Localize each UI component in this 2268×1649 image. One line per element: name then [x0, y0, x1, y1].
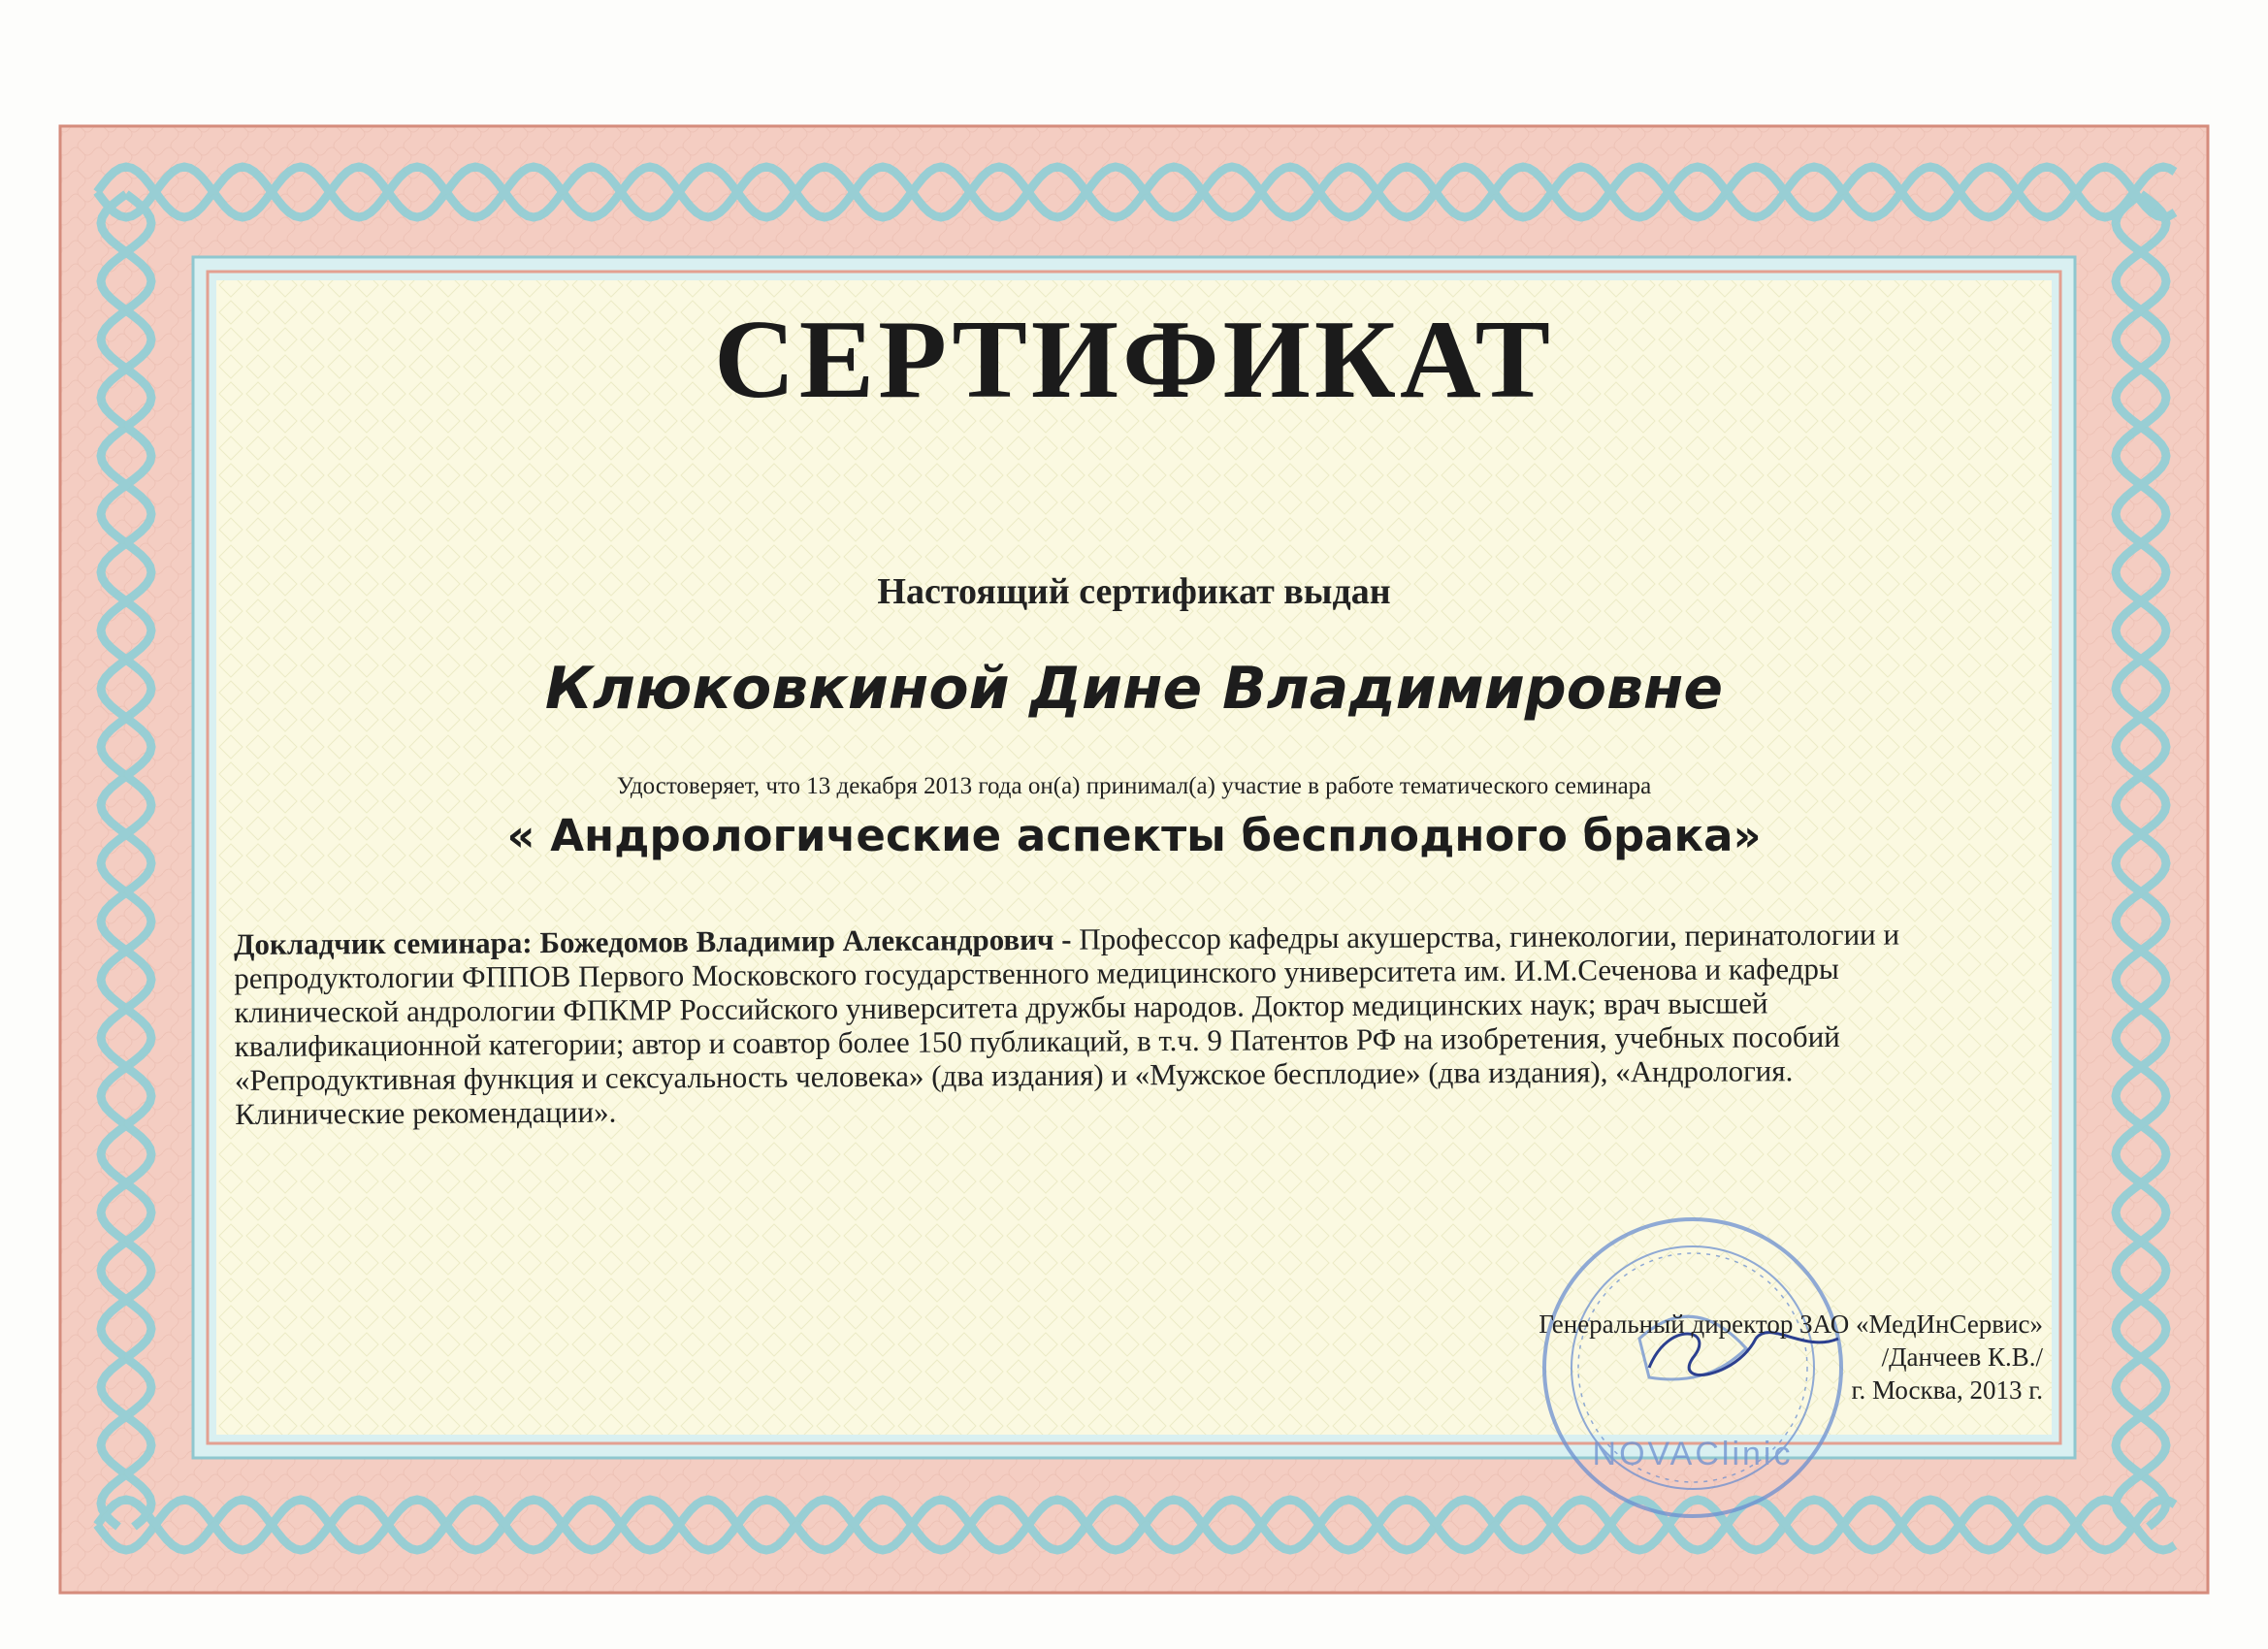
place-date: г. Москва, 2013 г. [1851, 1375, 2043, 1405]
speaker-line: репродуктологии ФППОВ Первого Московского государственного медицинского университета им. И.М.Сеченова и кафедры [234, 951, 1839, 995]
certifies-line: Удостоверяет, что 13 декабря 2013 года он(а) принимал(а) участие в работе тематического семинара [616, 773, 1652, 799]
stamp-text: NOVAClinic [1592, 1436, 1794, 1472]
seminar-title: « Андрологические аспекты бесплодного брака» [506, 810, 1762, 861]
speaker-line: Клинические рекомендации». [235, 1094, 617, 1131]
speaker-line: клинической андрологии ФПКМР Российского университета дружбы народов. Доктор медицинских наук; врач высшей [234, 986, 1768, 1029]
signer-name: /Данчеев К.В./ [1881, 1342, 2043, 1372]
signature-block [1539, 1308, 2043, 1406]
speaker-description [234, 917, 1981, 1131]
speaker-line: квалификационной категории; автор и соавтор более 150 публикаций, в т.ч. 9 Патентов РФ на изобретения, учебных пособий [234, 1018, 1840, 1063]
issued-line: Настоящий сертификат выдан [877, 571, 1391, 612]
speaker-label: Докладчик семинара: [234, 925, 533, 961]
certificate-title: СЕРТИФИКАТ [714, 298, 1554, 422]
speaker-name: Божедомов Владимир Александрович - [539, 922, 1072, 960]
recipient-name: Клюковкиной Дине Владимировне [544, 655, 1724, 723]
speaker-line-1-text: Профессор кафедры акушерства, гинекологии, перинатологии и [1079, 917, 1900, 956]
speaker-line: «Репродуктивная функция и сексуальность человека» (два издания) и «Мужское бесплодие» (два издания), «Андрология. [234, 1053, 1794, 1097]
signer-position: Генеральный директор ЗАО «МедИнСервис» [1539, 1310, 2043, 1339]
